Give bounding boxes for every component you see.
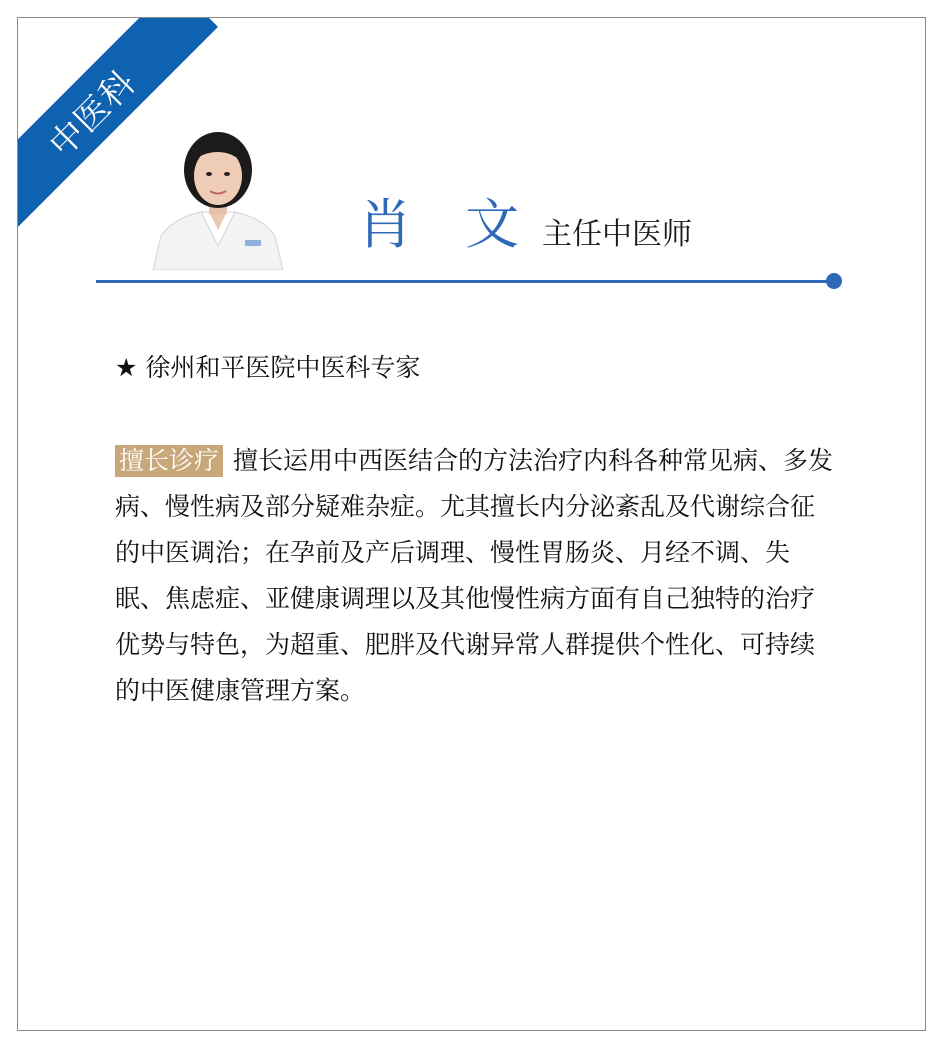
doctor-portrait [143,118,293,270]
department-label: 中医科 [41,62,144,165]
credential-line: ★ 徐州和平医院中医科专家 [115,353,421,382]
doctor-profile-card [17,17,926,1031]
doctor-title: 主任中医师 [542,217,692,252]
header-divider [96,280,836,283]
divider-dot [826,273,842,289]
expertise-paragraph [115,438,835,714]
expertise-tag: 擅长诊疗 [115,445,223,477]
expertise-text: 擅长运用中西医结合的方法治疗内科各种常见病、多发病、慢性病及部分疑难杂症。尤其擅长内分泌紊乱及代谢综合征的中医调治；在孕前及产后调理、慢性胃肠炎、月经不调、失眠、焦虑症、亚健康调理以及其他慢性病方面有自己独特的治疗优势与特色，为超重、肥胖及代谢异常人群提供个性化、可持续的中医健康管理方案。 [115,446,834,705]
doctor-name: 肖 文 [358,193,538,256]
